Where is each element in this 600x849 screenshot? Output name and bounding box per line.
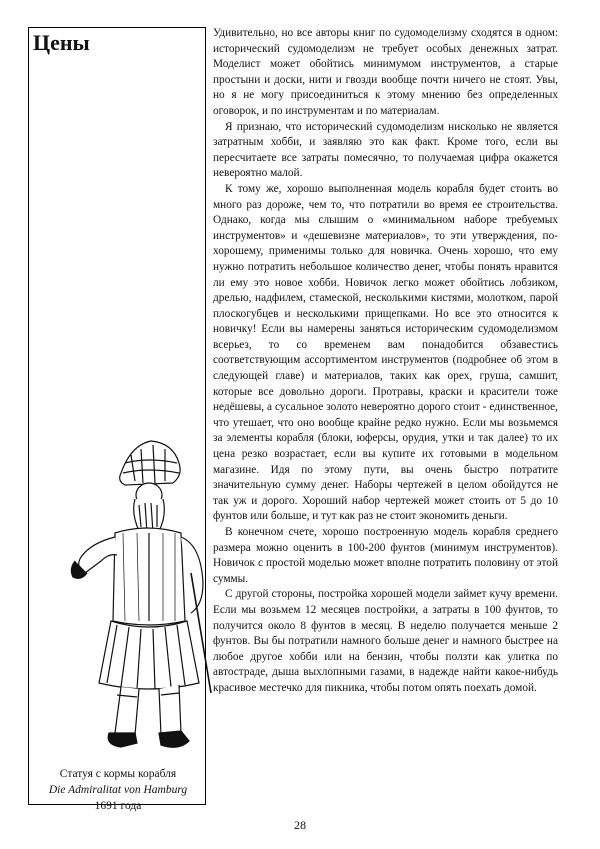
paragraph: В конечном счете, хорошо построенную модель корабля среднего размера можно оценить в 100-200 фунтов (минимум инструментов). Новичок с простой моделью может вполне потратить половину от этой суммы. <box>213 526 558 585</box>
caption-ship-name: Die Admiralitat von Hamburg <box>48 784 188 796</box>
figure-caption <box>29 766 207 814</box>
statue-illustration <box>51 433 221 763</box>
caption-title: Статуя с кормы корабля <box>59 768 177 780</box>
caption-year: 1691 года <box>94 800 142 812</box>
paragraph: Удивительно, но все авторы книг по судомоделизму сходятся в одном: исторический судомоделизм не требует особых денежных затрат. Моделист может обойтись минимумом инструментов, а старые простыни и доски, нити и гвозди вообще почти ничего не стоят. Увы, но я не могу присоединиться к этому мнению без определенных оговорок, и по инструментам и по материалам. <box>213 27 558 117</box>
article-body <box>213 26 558 697</box>
paragraph: С другой стороны, постройка хорошей модели займет кучу времени. Если мы возьмем 12 месяцев постройки, а затраты в 100 фунтов, то получится около 8 фунтов в месяц. В неделю получается меньше 2 фунтов. Вы бы потратили намного больше денег и намного быстрее на любое другое хобби или на бензин, чтобы ползти как улитка по автостраде, дыша выхлопными газами, в надежде найти какое-нибудь красивое местечко для пикника, чтобы потом опять поехать домой. <box>213 588 558 694</box>
sidebar-box <box>28 27 206 812</box>
page-number: 28 <box>294 818 306 832</box>
section-title: Цены <box>33 30 90 55</box>
paragraph: К тому же, хорошо выполненная модель корабля будет стоить во много раз дороже, чем то, что потратили во время ее строительства. Однако, когда мы слышим о «минимальном наборе требуемых инструментов» и «дешевизне материалов», то эти утверждения, по-хорошему, применимы только для новичка. Очень хорошо, что ему нужно потратить небольшое количество денег, чтобы понять нравится ли ему это новое хобби. Новичок легко может обойтись лобзиком, дрелью, надфилем, стамеской, несколькими кистями, молотком, парой плоскогубцев и несколькими прищепками. Но все это относится к новичку! Если вы намерены заняться историческим судомоделизмом всерьез, то со временем вам понадобится обзавестись соответствующим ассортиментом инструментов (подробнее об этом в следующей главе) и материалов, таких как орех, груша, самшит, которые все довольно дороги. Протравы, краски и красители тоже недёшевы, а сусальное золото невероятно дорого стоит - единственное, что утешает, что оно вообще крайне редко нужно. Если мы возьмемся за элементы корабля (блоки, юферсы, орудия, утки и так далее) то их цена резко возрастает, если вы купите их готовыми в модельном магазине. Идя по этому пути, вы очень быстро потратите значительную сумму денег. Наборы чертежей в целом обойдутся не так уж и дорого. Хороший набор чертежей может стоить от 5 до 10 фунтов или больше, и тут как раз не стоит экономить деньги. <box>213 182 558 523</box>
paragraph: Я признаю, что исторический судомоделизм нисколько не является затратным хобби, и заявляю это как факт. Кроме того, если вы пересчитаете все затраты помесячно, то получаемая цифра окажется невероятно малой. <box>213 120 558 180</box>
